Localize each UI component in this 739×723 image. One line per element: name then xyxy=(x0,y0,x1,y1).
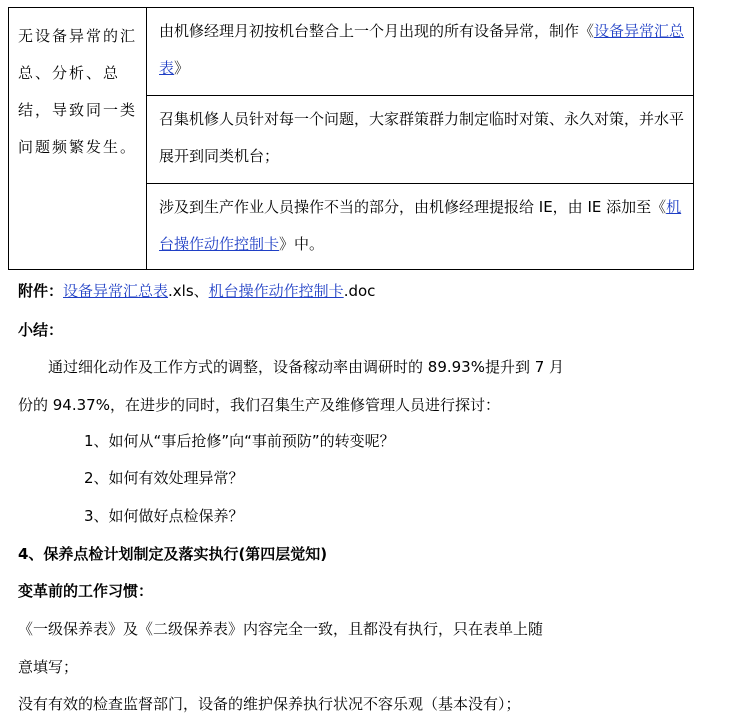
problem-description-cell: 无设备异常的汇总、分析、总结，导致同一类问题频繁发生。 xyxy=(18,27,138,156)
question-item: 1、如何从“事后抢修”向“事前预防”的转变呢？ xyxy=(84,432,395,450)
countermeasure-row-3 xyxy=(159,189,689,263)
attachment-ext-2: .doc xyxy=(343,282,376,300)
habit-paragraph-2: 没有有效的检查监督部门，设备的维护保养执行状况不容乐观（基本没有）； xyxy=(18,695,521,713)
question-item: 2、如何有效处理异常？ xyxy=(84,469,244,487)
attachment-link-summary-xls[interactable]: 设备异常汇总表 xyxy=(63,282,169,300)
row-3-text-before: 涉及到生产作业人员操作不当的部分，由机修经理提报给 IE，由 IE 添加至《 xyxy=(159,198,667,216)
improvement-table xyxy=(8,7,694,270)
attachment-link-control-card-doc[interactable]: 机台操作动作控制卡 xyxy=(208,282,344,300)
attachment-label: 附件： xyxy=(18,282,64,300)
row-1-text-after: 》 xyxy=(174,59,190,77)
summary-paragraph-line-2: 份的 94.37%，在进步的同时，我们召集生产及维修管理人员进行探讨： xyxy=(18,396,500,414)
row-1-text-before: 由机修经理月初按机台整合上一个月出现的所有设备异常，制作《 xyxy=(159,22,595,40)
table-row-divider xyxy=(146,183,693,184)
table-row-divider xyxy=(146,95,693,96)
summary-paragraph-line-1: 通过细化动作及工作方式的调整，设备稼动率由调研时的 89.93%提升到 7 月 xyxy=(48,358,565,376)
attachment-line xyxy=(18,279,375,303)
row-2-text: 召集机修人员针对每一个问题，大家群策群力制定临时对策、永久对策，并水平展开到同类机台； xyxy=(159,110,685,165)
before-change-heading: 变革前的工作习惯： xyxy=(18,582,154,600)
countermeasure-row-1 xyxy=(159,13,689,87)
row-3-text-after: 》中。 xyxy=(279,235,325,253)
habit-paragraph-1-line-2: 意填写； xyxy=(18,658,79,676)
section-4-heading: 4、保养点检计划制定及落实执行(第四层觉知) xyxy=(18,545,328,563)
question-item: 3、如何做好点检保养？ xyxy=(84,507,244,525)
habit-paragraph-1-line-1: 《一级保养表》及《二级保养表》内容完全一致，且都没有执行，只在表单上随 xyxy=(18,620,544,638)
table-column-divider xyxy=(146,8,147,269)
equipment-abnormal-summary-link[interactable]: 设备异常汇总表 xyxy=(159,22,685,77)
countermeasure-row-2 xyxy=(159,101,689,175)
machine-operation-control-card-link[interactable]: 机台操作动作控制卡 xyxy=(159,198,682,253)
attachment-ext-1: .xls、 xyxy=(168,282,209,300)
summary-heading: 小结： xyxy=(18,321,64,339)
